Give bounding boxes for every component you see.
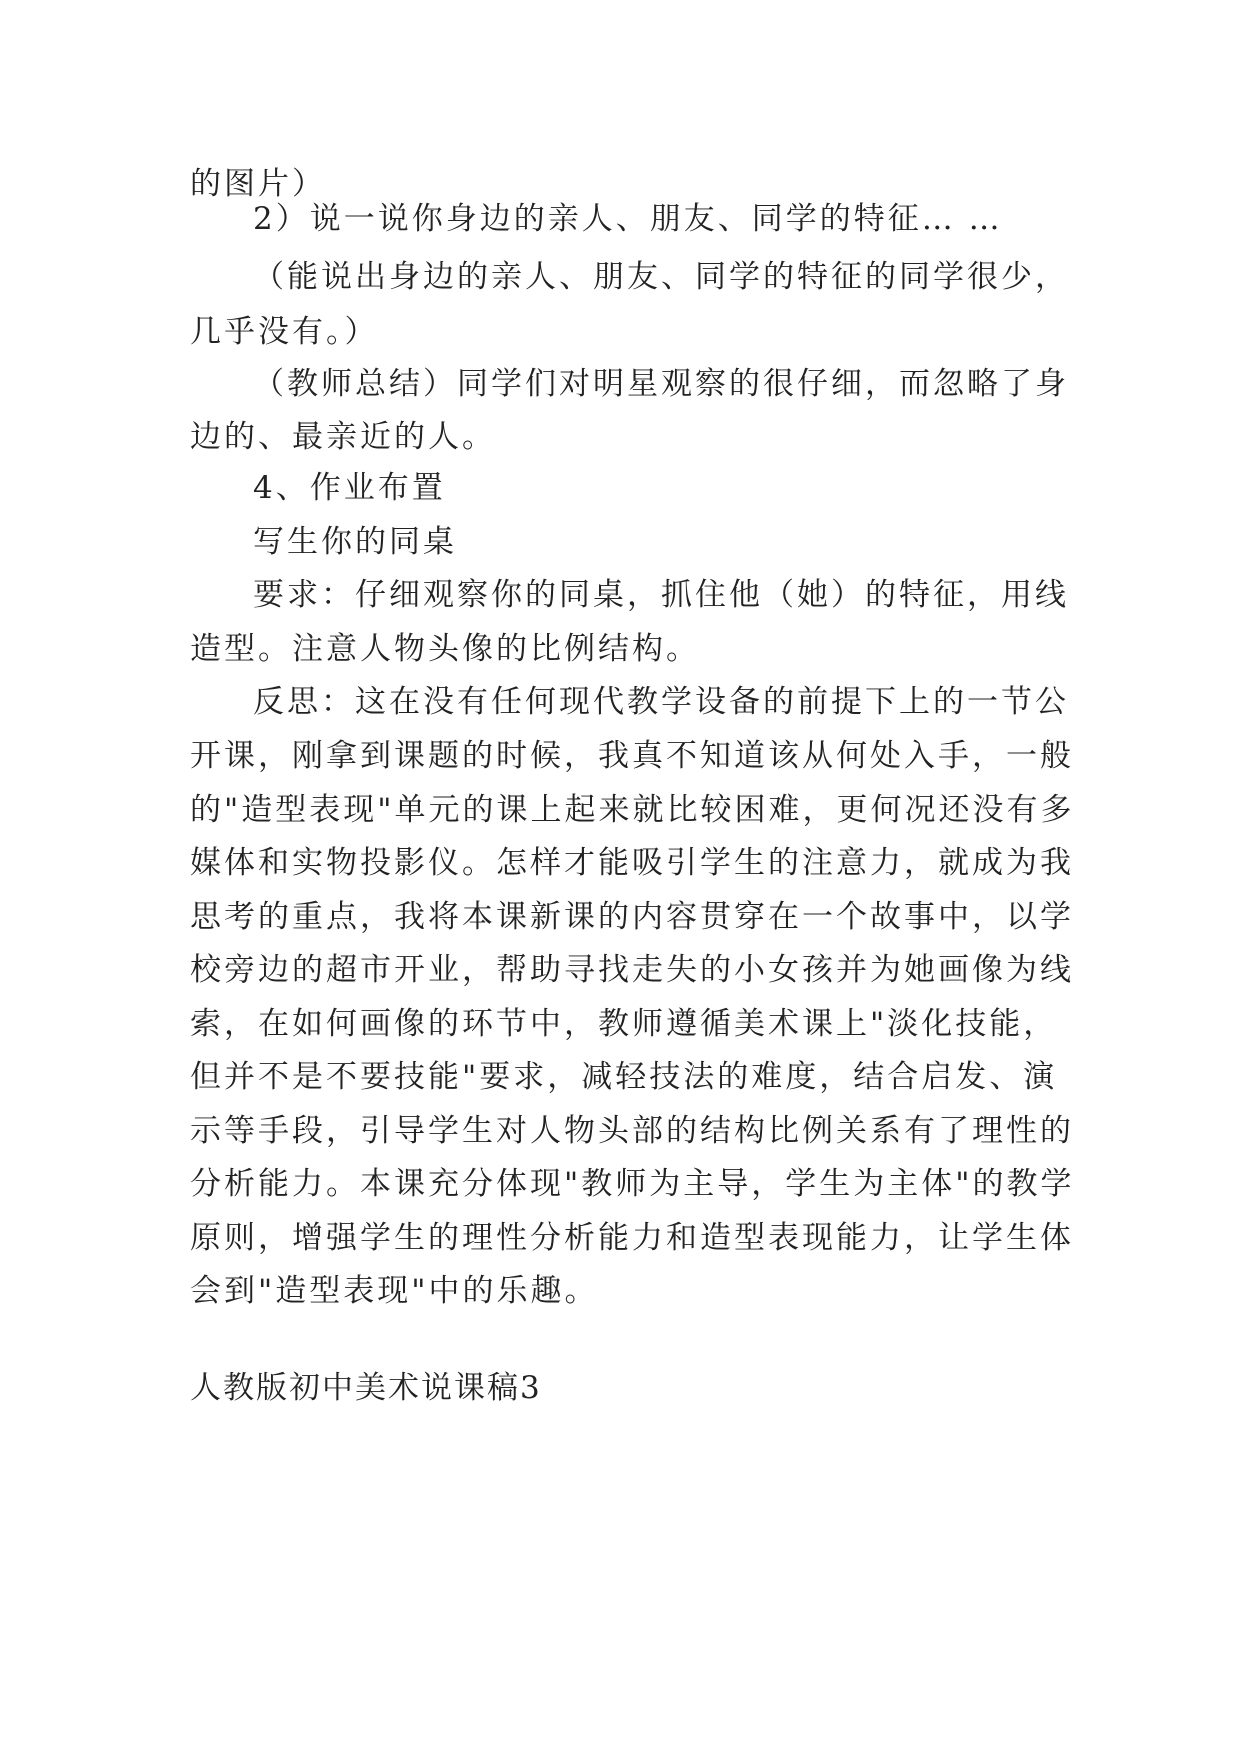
text-line: 索，在如何画像的环节中，教师遵循美术课上"淡化技能， — [190, 1006, 1058, 1042]
text-line: 2）说一说你身边的亲人、朋友、同学的特征… … — [253, 201, 1003, 237]
text-line: 校旁边的超市开业，帮助寻找走失的小女孩并为她画像为线 — [190, 952, 1074, 988]
text-line: 会到"造型表现"中的乐趣。 — [190, 1273, 599, 1309]
text-line: 示等手段，引导学生对人物头部的结构比例关系有了理性的 — [190, 1113, 1074, 1149]
text-line: 造型。注意人物头像的比例结构。 — [190, 631, 700, 667]
text-line: 写生你的同桌 — [253, 524, 457, 560]
text-line: 媒体和实物投影仪。怎样才能吸引学生的注意力，就成为我 — [190, 845, 1074, 881]
text-line: 4、作业布置 — [253, 470, 446, 506]
text-line: 开课，刚拿到课题的时候，我真不知道该从何处入手，一般 — [190, 738, 1074, 774]
text-line: 要求：仔细观察你的同桌，抓住他（她）的特征，用线 — [253, 577, 1069, 613]
text-line: （能说出身边的亲人、朋友、同学的特征的同学很少， — [253, 259, 1069, 295]
section-heading: 人教版初中美术说课稿3 — [190, 1370, 542, 1406]
text-line: 原则，增强学生的理性分析能力和造型表现能力，让学生体 — [190, 1220, 1074, 1256]
text-line: 边的、最亲近的人。 — [190, 419, 496, 455]
text-line: 思考的重点，我将本课新课的内容贯穿在一个故事中，以学 — [190, 899, 1074, 935]
text-line: 的图片） — [190, 166, 326, 202]
text-line: （教师总结）同学们对明星观察的很仔细，而忽略了身 — [253, 366, 1069, 402]
text-line: 分析能力。本课充分体现"教师为主导，学生为主体"的教学 — [190, 1166, 1075, 1202]
text-line: 几乎没有。） — [190, 314, 379, 350]
text-line: 反思：这在没有任何现代教学设备的前提下上的一节公 — [253, 684, 1069, 720]
text-line: 的"造型表现"单元的课上起来就比较困难，更何况还没有多 — [190, 792, 1075, 828]
text-line: 但并不是不要技能"要求，减轻技法的难度，结合启发、演 — [190, 1059, 1058, 1095]
